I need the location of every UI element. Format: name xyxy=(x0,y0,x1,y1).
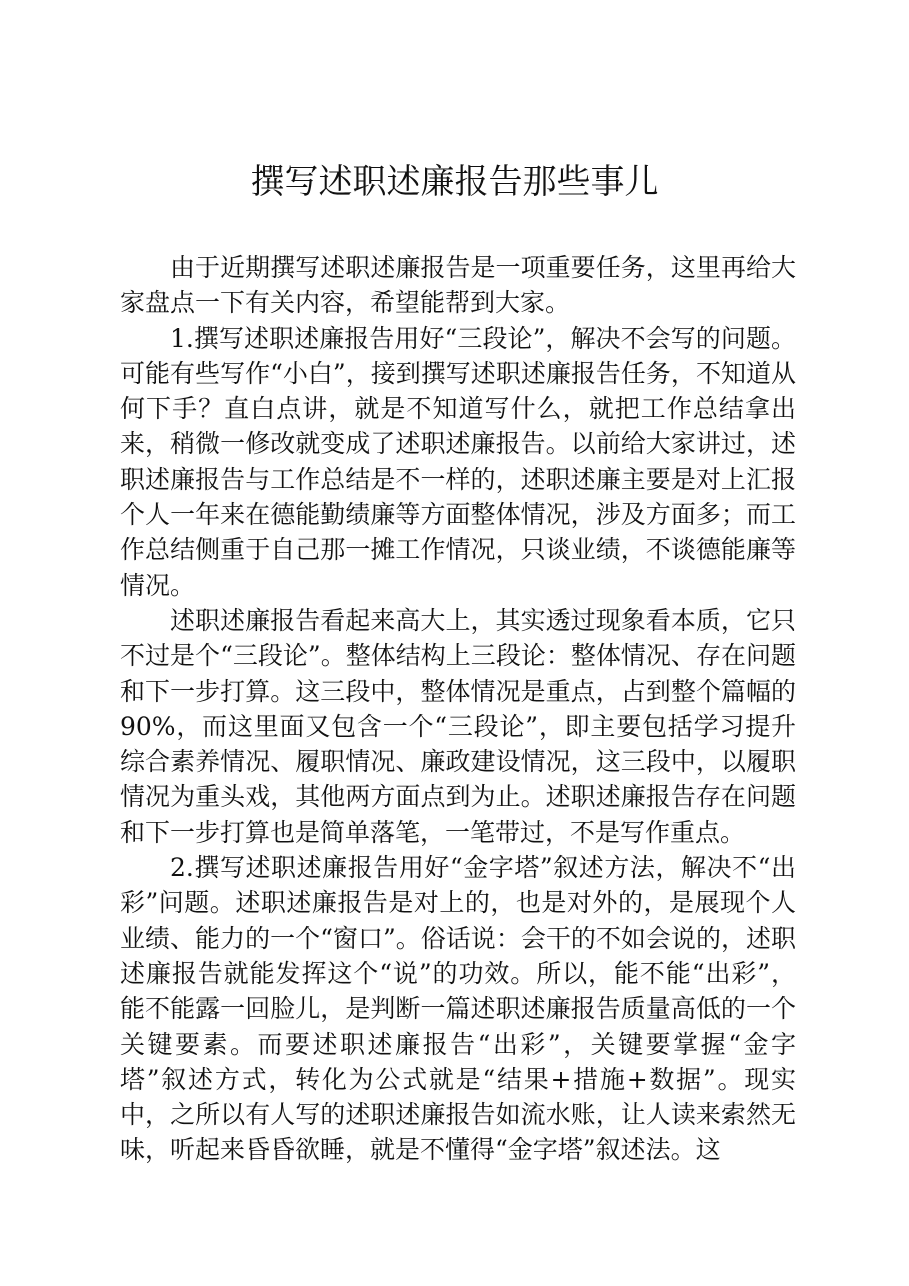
document-title: 撰写述职述廉报告那些事儿 xyxy=(250,162,659,202)
paragraph-three-part-structure: 述职述廉报告看起来高大上，其实透过现象看本质，它只不过是个“三段论”。整体结构上三段论：整体情况、存在问题和下一步打算。这三段中，整体情况是重点，占到整个篇幅的90%，而这里面又包含一个“三段论”，即主要包括学习提升综合素养情况、履职情况、廉政建设情况，这三段中，以履职情况为重头戏，其他两方面点到为止。述职述廉报告存在问题和下一步打算也是简单落笔，一笔带过，不是写作重点。 xyxy=(120,605,796,847)
paragraph-intro: 由于近期撰写述职述廉报告是一项重要任务，这里再给大家盘点一下有关内容，希望能帮到大家。 xyxy=(120,253,796,318)
document-body xyxy=(120,250,796,1168)
paragraph-point-1: 1.撰写述职述廉报告用好“三段论”，解决不会写的问题。可能有些写作“小白”，接到撰写述职述廉报告任务，不知道从何下手？直白点讲，就是不知道写什么，就把工作总结拿出来，稍微一修改就变成了述职述廉报告。以前给大家讲过，述职述廉报告与工作总结是不一样的，述职述廉主要是对上汇报个人一年来在德能勤绩廉等方面整体情况，涉及方面多；而工作总结侧重于自己那一摊工作情况，只谈业绩，不谈德能廉等情况。 xyxy=(120,323,796,600)
paragraph-point-2: 2.撰写述职述廉报告用好“金字塔”叙述方法，解决不“出彩”问题。述职述廉报告是对上的，也是对外的，是展现个人业绩、能力的一个“窗口”。俗话说：会干的不如会说的，述职述廉报告就能发挥这个“说”的功效。所以，能不能“出彩”，能不能露一回脸儿，是判断一篇述职述廉报告质量高低的一个关键要素。而要述职述廉报告“出彩”，关键要掌握“金字塔”叙述方式，转化为公式就是“结果+措施+数据”。现实中，之所以有人写的述职述廉报告如流水账，让人读来索然无味，听起来昏昏欲睡，就是不懂得“金字塔”叙述法。这 xyxy=(120,853,796,1165)
